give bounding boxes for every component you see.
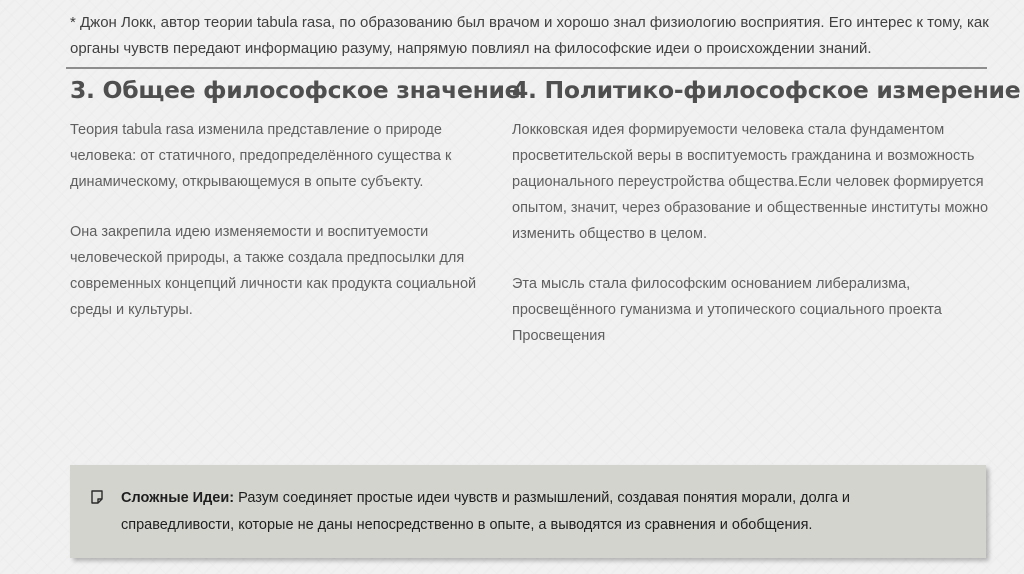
section-paragraph: Локковская идея формируемости человека стала фундаментом просветительской веры в воспитуемость гражданина и возможность рационального переустройства общества.Если человек формируется опытом, значит, через образование и общественные институты можно изменить общество в целом.	[512, 122, 989, 242]
section-political-dimension	[512, 74, 1021, 349]
complex-ideas-note	[70, 465, 986, 558]
footnote: * Джон Локк, автор теории tabula rasa, по образованию был врачом и хорошо знал физиологию восприятия. Его интерес к тому, как органы чувств передают информацию разуму, напрямую повлиял на философские идеи о происхождении знаний.	[70, 14, 989, 57]
section-general-significance	[70, 74, 521, 323]
note-body: Разум соединяет простые идеи чувств и размышлений, создавая понятия морали, долга и справедливости, которые не даны непосредственно в опыте, а выводятся из сравнения и обобщения.	[121, 490, 851, 533]
note-lead: Сложные Идеи:	[121, 490, 235, 506]
divider	[66, 67, 987, 69]
note-icon	[91, 490, 103, 504]
section-paragraph: Она закрепила идею изменяемости и воспитуемости человеческой природы, а также создала предпосылки для современных концепций личности как продукта социальной среды и культуры.	[70, 224, 477, 318]
section-heading: 4. Политико-философское измерение	[512, 76, 1021, 104]
section-paragraph: Теория tabula rasa изменила представление о природе человека: от статичного, предопределённого существа к динамическому, открывающемуся в опыте субъекту.	[70, 122, 452, 190]
section-paragraph: Эта мысль стала философским основанием либерализма, просвещённого гуманизма и утопического социального проекта Просвещения	[512, 276, 942, 344]
section-heading: 3. Общее философское значение	[70, 76, 521, 104]
note-text	[121, 485, 966, 539]
